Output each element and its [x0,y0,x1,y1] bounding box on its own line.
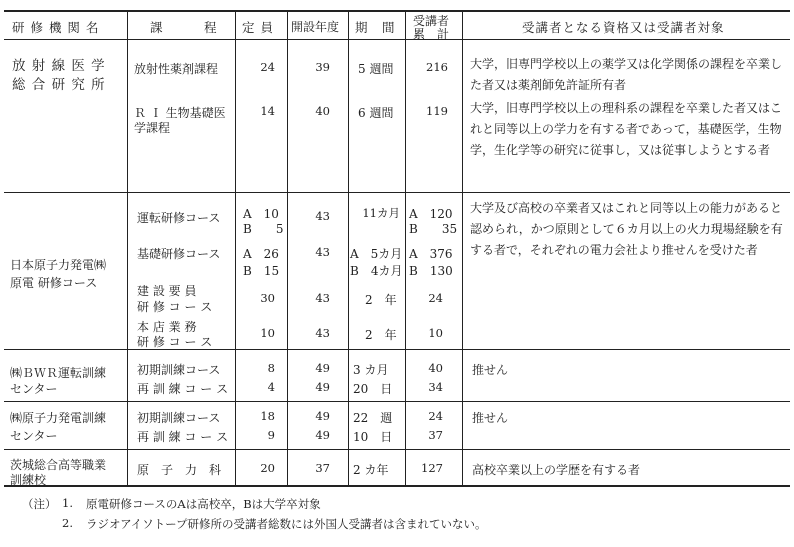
institution-ibaraki-1: 茨城総合高等職業 [10,458,107,472]
capacity-value: 4 [267,380,275,394]
institution-genden-2: 原電 研修コース [10,276,98,290]
total-value: 216 [426,60,448,74]
rule-sep-3 [4,401,790,402]
course-name: 再 訓 練 コ ー ス [137,430,229,444]
year-value: 39 [315,60,330,74]
col-rule-2 [235,11,236,486]
year-value: 49 [315,380,330,394]
total-value: 40 [428,361,443,375]
capacity-value: 8 [267,361,275,375]
header-capacity: 定 員 [242,20,274,35]
capacity-value: 14 [260,104,275,118]
period-value-a: A 5カ月 [350,247,403,261]
capacity-value: 24 [260,60,275,74]
course-name: 運転研修コース [137,211,221,225]
course-name-line1: 建 設 要 員 [137,284,197,298]
header-period: 期 間 [355,20,396,35]
period-value: 22 週 [353,411,393,425]
note-2-number: 2. [62,516,73,530]
period-value: 2 カ年 [353,463,389,477]
capacity-value: 30 [260,291,275,305]
total-value: 10 [428,326,443,340]
total-value: 127 [421,461,443,475]
note-label: （注） [22,497,57,511]
course-name: 基礎研修コース [137,247,221,261]
total-value-b: B 130 [409,264,453,278]
course-name: 初期訓練コース [137,363,221,377]
course-name: 原 子 力 科 [137,463,222,477]
header-total-2: 累 計 [413,27,450,41]
capacity-value: 9 [267,428,275,442]
institution-npt-2: センター [10,429,58,443]
total-value: 34 [428,380,443,394]
period-value: 10 日 [353,430,393,444]
header-qualification: 受講者となる資格又は受講者対象 [522,20,725,35]
header-institution: 研 修 機 関 名 [12,20,100,35]
year-value: 43 [315,209,330,223]
total-value-b: B 35 [409,222,458,236]
col-rule-4 [348,11,349,486]
institution-ibaraki-2: 訓練校 [10,473,47,487]
rule-header [4,39,790,40]
total-value-a: A 376 [409,247,453,261]
rule-sep-2 [4,349,790,350]
period-value-b: B 4カ月 [350,264,403,278]
capacity-value-a: A 10 [243,207,279,221]
course-name: 初期訓練コース [137,411,221,425]
col-rule-3 [287,11,288,486]
note-2-text: ラジオアイソトープ研修所の受講者総数には外国人受講者は含まれていない。 [86,517,487,531]
col-rule-6 [462,11,463,486]
qualification-text: 大学，旧専門学校以上の薬学又は化学関係の課程を卒業した者又は薬剤師免許証所有者 [470,57,783,92]
course-name-line2: 学課程 [134,121,171,135]
year-value: 43 [315,291,330,305]
capacity-value-b: B 5 [243,222,284,236]
total-value: 24 [428,409,443,423]
course-name-line1: Ｒ Ｉ 生物基礎医 [134,106,226,120]
capacity-value-b: B 15 [243,264,280,278]
capacity-value: 20 [260,461,275,475]
year-value: 49 [315,409,330,423]
header-course: 課 程 [150,20,218,35]
course-name-line2: 研 修 コ ー ス [137,335,213,349]
qualification-text: 大学，旧専門学校以上の理科系の課程を卒業した者又はこれと同等以上の学力を有する者であって，基礎医学，生物学，生化学等の研究に従事し，又は従事しようとする者 [470,101,783,157]
period-value: 20 日 [353,382,393,396]
capacity-value: 18 [260,409,275,423]
year-value: 37 [315,461,330,475]
institution-nirs-1: 放 射 線 医 学 [12,58,106,74]
note-1-text: 原電研修コースのAは高校卒，Bは大学卒対象 [86,497,321,511]
qualification-text: 推せん [472,363,509,377]
note-1-number: 1. [62,496,73,510]
rule-sep-1 [4,192,790,193]
capacity-value-a: A 26 [243,247,279,261]
period-value: 5 週間 [358,62,394,76]
period-value: 6 週間 [358,106,394,120]
institution-npt-1: ㈱原子力発電訓練 [10,411,107,425]
year-value: 40 [315,104,330,118]
institution-bwr-1: ㈱ＢＷＲ運転訓練 [10,366,107,380]
year-value: 49 [315,361,330,375]
institution-genden-1: 日本原子力発電㈱ [10,258,107,272]
header-total-1: 受講者 [413,14,450,28]
rule-bottom [4,485,790,487]
period-value: 2 年 [365,328,397,342]
total-value: 37 [428,428,443,442]
institution-bwr-2: センター [10,382,58,396]
year-value: 49 [315,428,330,442]
period-value: 3 カ月 [353,363,389,377]
period-value: 11カ月 [362,206,400,220]
total-value-a: A 120 [409,207,453,221]
period-value: 2 年 [365,293,397,307]
total-value: 24 [428,291,443,305]
col-rule-5 [405,11,406,486]
qualification-text: 推せん [472,411,509,425]
institution-nirs-2: 総 合 研 究 所 [12,77,106,93]
course-name: 再 訓 練 コ ー ス [137,382,229,396]
qualification-text: 高校卒業以上の学歴を有する者 [472,463,641,477]
year-value: 43 [315,245,330,259]
capacity-value: 10 [260,326,275,340]
total-value: 119 [426,104,448,118]
rule-top [4,10,790,12]
course-name-line2: 研 修 コ ー ス [137,300,213,314]
col-rule-1 [127,11,128,486]
header-year: 開設年度 [291,20,340,34]
qualification-text: 大学及び高校の卒業者又はこれと同等以上の能力があると認められ，かつ原則として６カ月以上の火力現場経験を有する者で，それぞれの電力会社より推せんを受けた者 [470,201,783,257]
rule-sep-4 [4,449,790,450]
course-name: 放射性薬剤課程 [134,62,219,76]
course-name-line1: 本 店 業 務 [137,320,197,334]
year-value: 43 [315,326,330,340]
